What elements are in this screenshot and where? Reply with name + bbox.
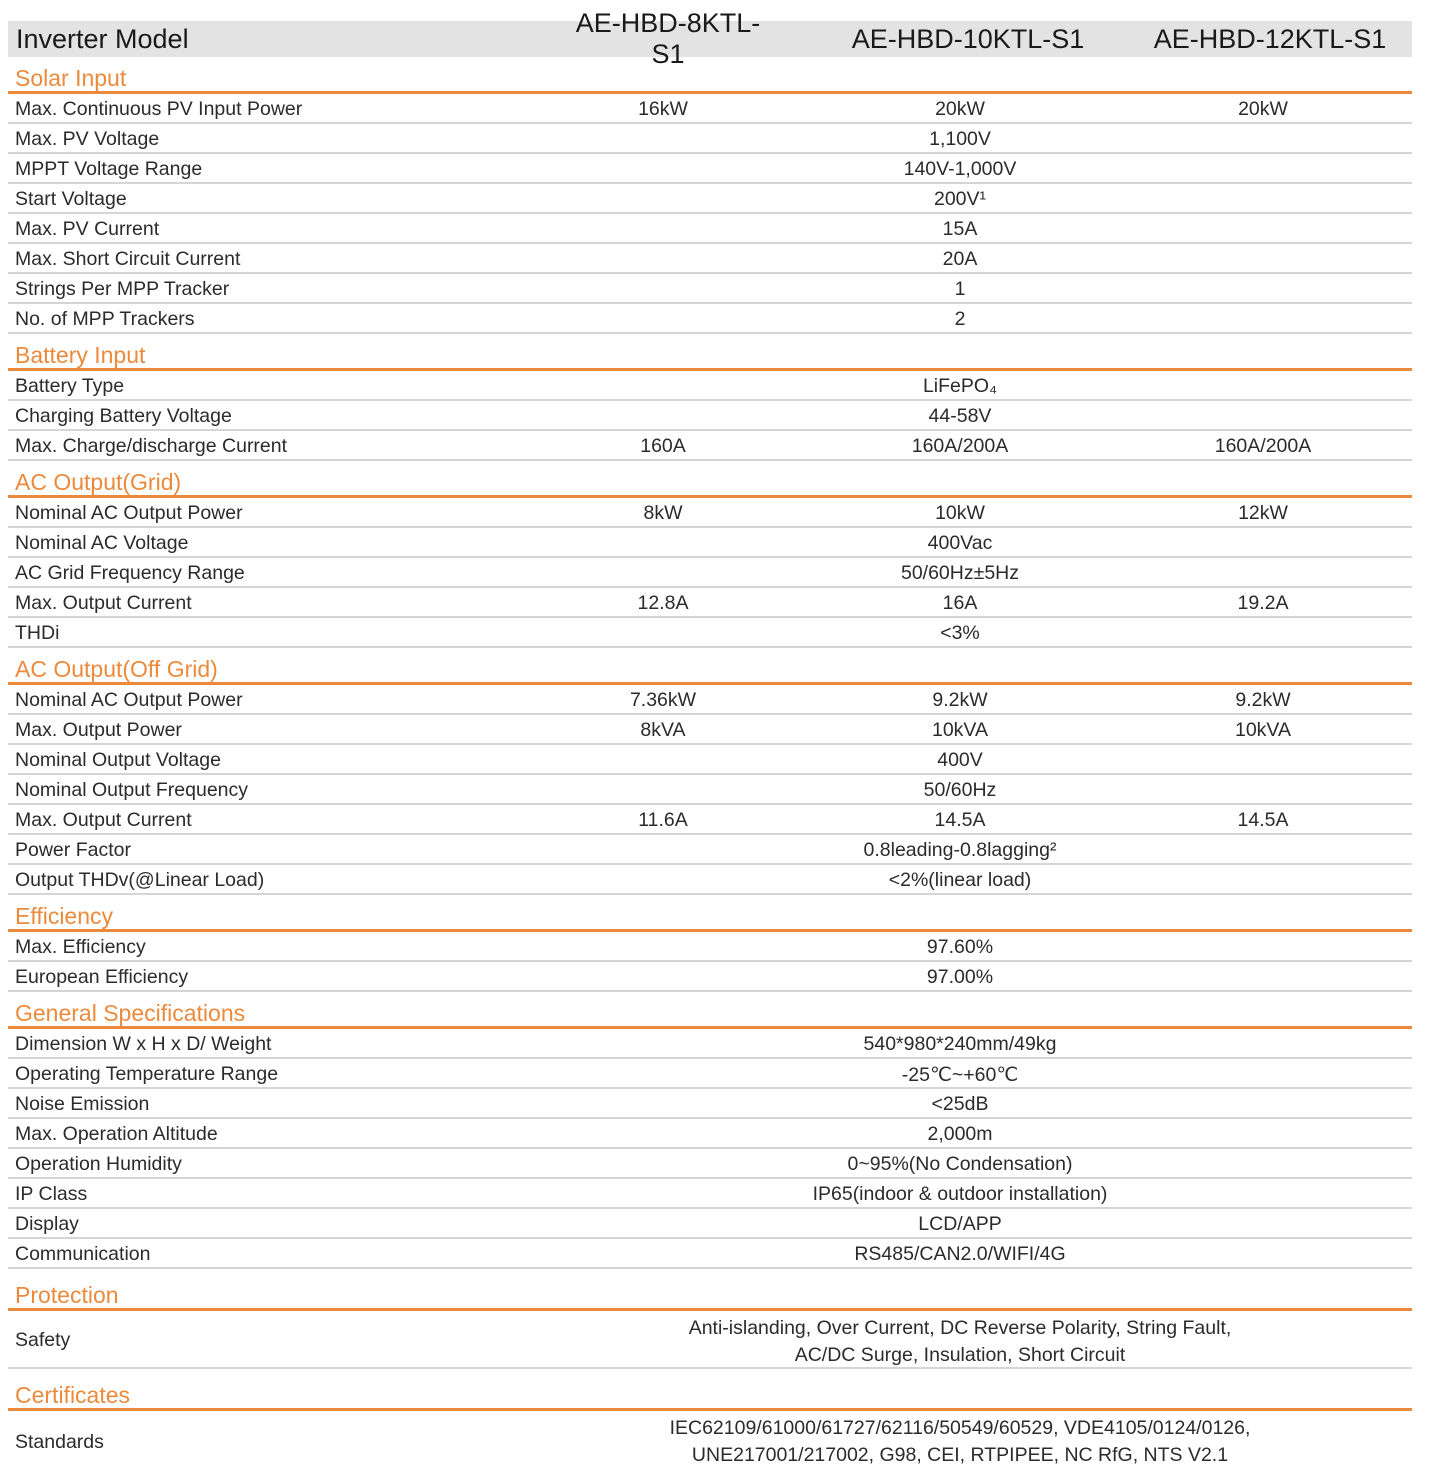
param-label: Output THDv(@Linear Load): [15, 869, 265, 891]
value-10ktl: 14.5A: [934, 809, 986, 831]
value-all: LCD/APP: [918, 1213, 1002, 1235]
value-10ktl: 10kW: [935, 502, 985, 524]
param-label: Max. Output Current: [15, 809, 192, 831]
param-label: Max. Short Circuit Current: [15, 248, 241, 270]
table-row: [8, 431, 1412, 461]
table-row: [8, 805, 1412, 835]
table-header: [8, 8, 1412, 69]
value-12ktl: 20kW: [1238, 98, 1288, 120]
table-row: [8, 932, 1412, 962]
section-efficiency: Efficiency: [8, 895, 1412, 932]
model-12ktl: AE-HBD-12KTL-S1: [1153, 23, 1387, 54]
value-all: 50/60Hz: [923, 779, 997, 801]
model-10ktl: AE-HBD-10KTL-S1: [851, 23, 1085, 54]
param-label: Operation Humidity: [15, 1153, 182, 1175]
section-ac-output-off-grid: AC Output(Off Grid): [8, 648, 1412, 685]
value-line-2: UNE217001/217002, G98, CEI, RTPIPEE, NC RfG, NTS V2.1: [691, 1444, 1229, 1466]
table-row: [8, 304, 1412, 334]
value-10ktl: 16A: [942, 592, 978, 614]
value-12ktl: 10kVA: [1234, 719, 1291, 741]
value-12ktl: 12kW: [1238, 502, 1288, 524]
value-all: 50/60Hz±5Hz: [900, 562, 1019, 584]
section-general-specifications: General Specifications: [8, 992, 1412, 1029]
value-all: <3%: [940, 622, 980, 644]
table-row: [8, 558, 1412, 588]
param-label: Max. PV Current: [15, 218, 160, 240]
param-label: Max. Continuous PV Input Power: [15, 98, 303, 120]
param-label: Battery Type: [15, 375, 125, 397]
param-label: Communication: [15, 1243, 151, 1265]
table-row: [8, 214, 1412, 244]
section-solar-input: Solar Input: [8, 57, 1412, 94]
param-label: Nominal AC Output Power: [15, 502, 243, 524]
value-all: 400V: [937, 749, 983, 771]
value-all: <2%(linear load): [888, 869, 1032, 891]
value-line-2: AC/DC Surge, Insulation, Short Circuit: [794, 1344, 1126, 1366]
param-label: Standards: [15, 1431, 104, 1453]
param-label: Max. Operation Altitude: [15, 1123, 218, 1145]
table-row: [8, 775, 1412, 805]
param-label: Nominal Output Frequency: [15, 779, 249, 801]
value-all: 97.60%: [926, 936, 994, 958]
value-all: 200V¹: [933, 188, 987, 210]
table-row: [8, 745, 1412, 775]
value-all: 20A: [942, 248, 978, 270]
table-row: [8, 528, 1412, 558]
section-battery-input: Battery Input: [8, 334, 1412, 371]
spec-sheet: [8, 8, 1412, 1471]
param-label: MPPT Voltage Range: [15, 158, 203, 180]
param-label: European Efficiency: [15, 966, 189, 988]
param-label: No. of MPP Trackers: [15, 308, 195, 330]
value-line-1: IEC62109/61000/61727/62116/50549/60529, VDE4105/0124/0126,: [669, 1417, 1251, 1439]
table-row: [8, 1239, 1412, 1269]
table-row: [8, 1119, 1412, 1149]
value-all: 540*980*240mm/49kg: [863, 1033, 1057, 1055]
value-10ktl: 10kVA: [931, 719, 988, 741]
table-row: [8, 1029, 1412, 1059]
value-all: 15A: [942, 218, 978, 240]
value-8ktl: 7.36kW: [629, 689, 697, 711]
param-label: Max. PV Voltage: [15, 128, 160, 150]
table-row: [8, 401, 1412, 431]
table-row: [8, 1209, 1412, 1239]
model-8ktl: AE-HBD-8KTL-S1: [575, 8, 761, 69]
param-label: Strings Per MPP Tracker: [15, 278, 230, 300]
table-row: [8, 124, 1412, 154]
value-8ktl: 8kW: [643, 502, 683, 524]
value-all: 1,100V: [929, 128, 991, 150]
param-label: Nominal AC Voltage: [15, 532, 189, 554]
value-8ktl: 11.6A: [638, 809, 688, 831]
table-row: [8, 588, 1412, 618]
param-label: Charging Battery Voltage: [15, 405, 232, 427]
value-all: -25℃~+60℃: [901, 1064, 1019, 1086]
table-row: [8, 94, 1412, 124]
param-label: Max. Output Power: [15, 719, 182, 741]
param-label: THDi: [15, 622, 60, 644]
table-row: [8, 1411, 1412, 1471]
value-line-1: Anti-islanding, Over Current, DC Reverse Polarity, String Fault,: [688, 1317, 1232, 1339]
value-all: 2,000m: [927, 1123, 993, 1145]
value-all: 44-58V: [928, 405, 992, 427]
table-row: [8, 274, 1412, 304]
table-row: [8, 1149, 1412, 1179]
value-all: 1: [954, 278, 966, 300]
value-8ktl: 16kW: [638, 98, 688, 120]
value-12ktl: 160A/200A: [1214, 435, 1312, 457]
value-8ktl: 12.8A: [637, 592, 689, 614]
param-label: IP Class: [15, 1183, 88, 1205]
section-protection: Protection: [8, 1274, 1412, 1311]
param-label: Power Factor: [15, 839, 131, 861]
param-label: Max. Charge/discharge Current: [15, 435, 288, 457]
value-10ktl: 20kW: [935, 98, 985, 120]
param-label: Display: [15, 1213, 79, 1235]
value-all: 97.00%: [926, 966, 994, 988]
table-row: [8, 962, 1412, 992]
param-label: Dimension W x H x D/ Weight: [15, 1033, 272, 1055]
value-all: 400Vac: [927, 532, 993, 554]
param-label: Safety: [15, 1329, 71, 1351]
section-ac-output-grid: AC Output(Grid): [8, 461, 1412, 498]
table-row: [8, 1089, 1412, 1119]
value-all: 140V-1,000V: [903, 158, 1017, 180]
value-all: [610, 1415, 1310, 1469]
table-row: [8, 618, 1412, 648]
param-label: Nominal Output Voltage: [15, 749, 221, 771]
table-row: [8, 715, 1412, 745]
table-row: [8, 865, 1412, 895]
value-all: 0~95%(No Condensation): [847, 1153, 1073, 1175]
value-12ktl: 9.2kW: [1235, 689, 1291, 711]
table-row: [8, 835, 1412, 865]
value-8ktl: 8kVA: [640, 719, 686, 741]
param-label: Operating Temperature Range: [15, 1063, 279, 1085]
param-label: Nominal AC Output Power: [15, 689, 243, 711]
value-all: RS485/CAN2.0/WIFI/4G: [854, 1243, 1066, 1265]
value-all: LiFePO₄: [922, 375, 998, 397]
table-row: [8, 1311, 1412, 1369]
param-label: Max. Output Current: [15, 592, 192, 614]
value-all: IP65(indoor & outdoor installation): [812, 1183, 1108, 1205]
table-row: [8, 685, 1412, 715]
table-row: [8, 154, 1412, 184]
value-all: 2: [954, 308, 966, 330]
value-all: <25dB: [931, 1093, 989, 1115]
value-8ktl: 160A: [640, 435, 686, 457]
value-10ktl: 9.2kW: [932, 689, 988, 711]
value-10ktl: 160A/200A: [911, 435, 1009, 457]
table-row: [8, 244, 1412, 274]
param-label: AC Grid Frequency Range: [15, 562, 245, 584]
table-row: [8, 1059, 1412, 1089]
section-certificates: Certificates: [8, 1374, 1412, 1411]
table-row: [8, 371, 1412, 401]
table-row: [8, 498, 1412, 528]
value-all: 0.8leading-0.8lagging²: [863, 839, 1057, 861]
param-label: Max. Efficiency: [15, 936, 146, 958]
value-all: [610, 1315, 1310, 1369]
table-row: [8, 1179, 1412, 1209]
value-12ktl: 19.2A: [1237, 592, 1289, 614]
param-label: Start Voltage: [15, 188, 127, 210]
header-label: Inverter Model: [16, 23, 189, 54]
param-label: Noise Emission: [15, 1093, 150, 1115]
value-12ktl: 14.5A: [1237, 809, 1289, 831]
table-row: [8, 184, 1412, 214]
